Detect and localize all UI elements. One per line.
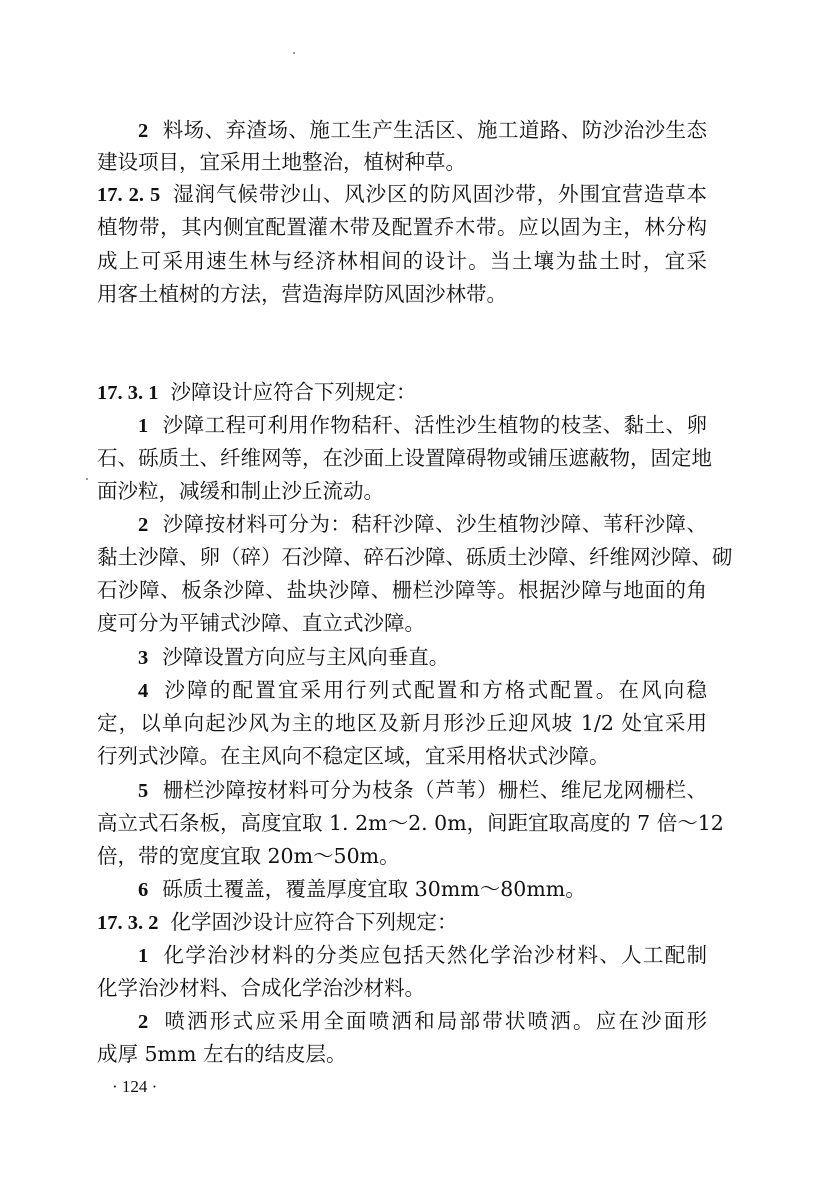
scan-speck	[86, 478, 88, 480]
paragraph-line: 度可分为平铺式沙障、直立式沙障。	[97, 611, 425, 635]
paragraph-line	[138, 941, 707, 969]
paragraph-line	[138, 1007, 707, 1035]
paragraph-line: 化学治沙材料、合成化学治沙材料。	[97, 976, 425, 1000]
paragraph-line	[138, 676, 707, 704]
paragraph-line: 倍，带的宽度宜取 20m～50m。	[97, 844, 400, 868]
item-number: 6	[138, 879, 149, 901]
clause-number: 17. 3. 2	[97, 912, 159, 934]
paragraph-line	[138, 411, 707, 439]
paragraph-line: 成上可采用速生林与经济林相间的设计。当土壤为盐土时，宜采	[97, 249, 707, 273]
clause-number: 17. 2. 5	[97, 184, 161, 206]
text: 栅栏沙障按材料可分为枝条（芦苇）栅栏、维尼龙网栅栏、	[162, 778, 707, 802]
paragraph-line	[97, 908, 707, 936]
text: 喷洒形式应采用全面喷洒和局部带状喷洒。应在沙面形	[162, 1009, 707, 1033]
text: 化学治沙材料的分类应包括天然化学治沙材料、人工配制	[162, 943, 707, 967]
item-number: 3	[138, 647, 149, 669]
text: 沙障设计应符合下列规定：	[170, 380, 417, 404]
paragraph-line	[97, 378, 707, 406]
paragraph-line: 植物带，其内侧宜配置灌木带及配置乔木带。应以固为主，林分构	[97, 215, 707, 239]
item-number: 4	[138, 680, 149, 702]
text: 化学固沙设计应符合下列规定：	[170, 910, 458, 934]
text: 沙障工程可利用作物秸秆、活性沙生植物的枝茎、黏土、卵	[162, 413, 707, 437]
paragraph-line	[97, 180, 707, 208]
paragraph-line: 行列式沙障。在主风向不稳定区域，宜采用格状式沙障。	[97, 744, 610, 768]
section-heading	[0, 329, 827, 358]
text: 湿润气候带沙山、风沙区的防风固沙带，外围宜营造草本	[172, 182, 708, 206]
clause-number: 17. 3. 1	[97, 382, 159, 404]
paragraph-line: 黏土沙障、卵（碎）石沙障、碎石沙障、砾质土沙障、纤维网沙障、砌	[97, 545, 733, 569]
paragraph-line: 石、砾质土、纤维网等，在沙面上设置障碍物或铺压遮蔽物，固定地	[97, 446, 712, 470]
paragraph-line	[138, 510, 707, 538]
paragraph-line: 石沙障、板条沙障、盐块沙障、栅栏沙障等。根据沙障与地面的角	[97, 578, 707, 602]
item-number: 5	[138, 780, 149, 802]
item-number: 2	[138, 120, 149, 142]
item-number: 1	[138, 415, 149, 437]
paragraph-line	[138, 776, 707, 804]
text: 沙障设置方向应与主风向垂直。	[162, 645, 450, 669]
page-number: · 124 ·	[112, 1077, 158, 1096]
paragraph-line: 用客土植树的方法，营造海岸防风固沙林带。	[97, 282, 507, 306]
text: 沙障的配置宜采用行列式配置和方格式配置。在风向稳	[162, 678, 707, 702]
text: 砾质土覆盖，覆盖厚度宜取 30mm～80mm。	[162, 877, 586, 901]
paragraph-line: 成厚 5mm 左右的结皮层。	[97, 1042, 347, 1066]
paragraph-line: 面沙粒，减缓和制止沙丘流动。	[97, 479, 384, 503]
paragraph-line: 建设项目，宜采用土地整治，植树种草。	[97, 150, 466, 174]
item-number: 2	[138, 1011, 149, 1033]
paragraph-line: 定，以单向起沙风为主的地区及新月形沙丘迎风坡 1/2 处宜采用	[97, 711, 707, 735]
item-number: 2	[138, 514, 149, 536]
paragraph-line	[138, 875, 707, 903]
paragraph-line	[138, 116, 707, 144]
text: 料场、弃渣场、施工生产生活区、施工道路、防沙治沙生态	[162, 118, 707, 142]
paragraph-line	[138, 643, 707, 671]
item-number: 1	[138, 945, 149, 967]
scan-speck	[293, 52, 295, 54]
text: 沙障按材料可分为：秸秆沙障、沙生植物沙障、苇秆沙障、	[162, 512, 707, 536]
paragraph-line: 高立式石条板，高度宜取 1. 2m～2. 0m，间距宜取高度的 7 倍～12	[97, 811, 724, 835]
